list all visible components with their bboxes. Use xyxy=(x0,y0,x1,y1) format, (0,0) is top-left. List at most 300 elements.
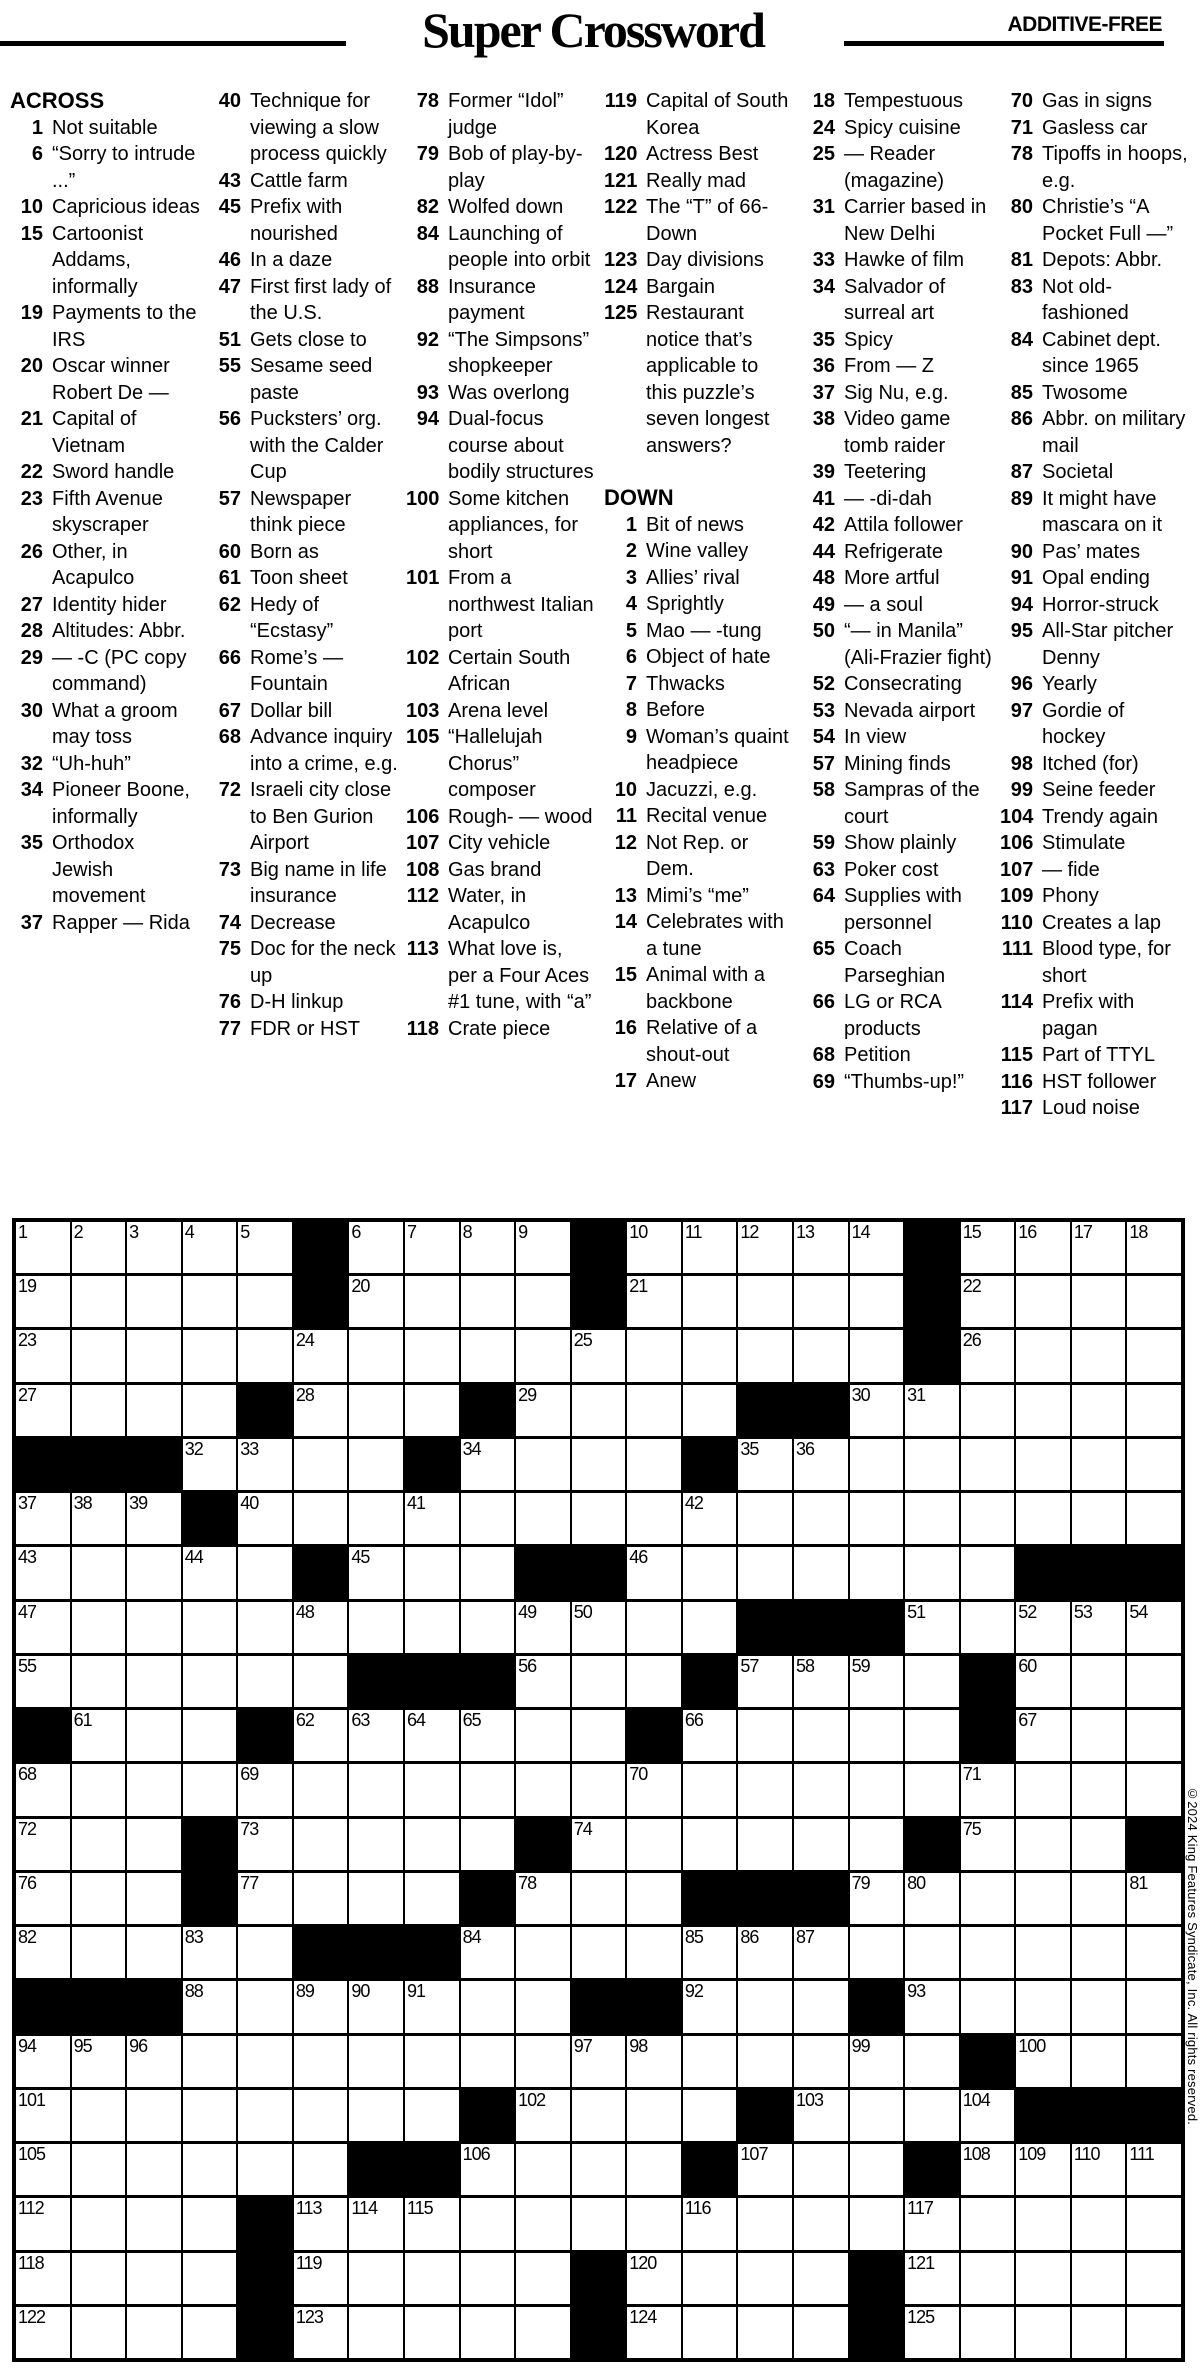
grid-cell[interactable] xyxy=(1072,1222,1126,1273)
grid-cell[interactable] xyxy=(127,1385,181,1436)
grid-cell[interactable] xyxy=(1127,1439,1181,1490)
grid-cell[interactable] xyxy=(127,1276,181,1327)
grid-cell[interactable] xyxy=(572,1656,626,1707)
grid-cell[interactable] xyxy=(627,1764,681,1815)
grid-cell[interactable] xyxy=(850,1547,904,1598)
grid-cell[interactable] xyxy=(516,2198,570,2249)
grid-cell[interactable] xyxy=(127,2144,181,2195)
grid-cell[interactable] xyxy=(905,1764,959,1815)
grid-cell[interactable] xyxy=(461,1819,515,1870)
grid-cell[interactable] xyxy=(516,1276,570,1327)
grid-cell[interactable] xyxy=(72,2253,126,2304)
grid-cell[interactable] xyxy=(516,2036,570,2087)
grid-cell[interactable] xyxy=(683,2090,737,2141)
grid-cell[interactable] xyxy=(349,1330,403,1381)
grid-cell[interactable] xyxy=(294,2036,348,2087)
grid-cell[interactable] xyxy=(1127,1276,1181,1327)
grid-cell[interactable] xyxy=(405,2253,459,2304)
grid-cell[interactable] xyxy=(1072,2253,1126,2304)
grid-cell[interactable] xyxy=(572,2144,626,2195)
grid-cell[interactable] xyxy=(349,1710,403,1761)
grid-cell[interactable] xyxy=(238,1276,292,1327)
grid-cell[interactable] xyxy=(627,1927,681,1978)
grid-cell[interactable] xyxy=(627,1439,681,1490)
grid-cell[interactable] xyxy=(738,1819,792,1870)
grid-cell[interactable] xyxy=(349,2307,403,2358)
grid-cell[interactable] xyxy=(627,1656,681,1707)
grid-cell[interactable] xyxy=(349,1602,403,1653)
grid-cell[interactable] xyxy=(349,1547,403,1598)
grid-cell[interactable] xyxy=(238,1547,292,1598)
grid-cell[interactable] xyxy=(905,2036,959,2087)
grid-cell[interactable] xyxy=(738,2253,792,2304)
grid-cell[interactable] xyxy=(16,2198,70,2249)
grid-cell[interactable] xyxy=(72,1819,126,1870)
grid-cell[interactable] xyxy=(516,1439,570,1490)
grid-cell[interactable] xyxy=(1127,1873,1181,1924)
grid-cell[interactable] xyxy=(794,2090,848,2141)
grid-cell[interactable] xyxy=(183,1385,237,1436)
grid-cell[interactable] xyxy=(572,1764,626,1815)
grid-cell[interactable] xyxy=(127,2090,181,2141)
grid-cell[interactable] xyxy=(238,1602,292,1653)
grid-cell[interactable] xyxy=(794,1547,848,1598)
grid-cell[interactable] xyxy=(572,1819,626,1870)
grid-cell[interactable] xyxy=(1016,1222,1070,1273)
grid-cell[interactable] xyxy=(461,1602,515,1653)
grid-cell[interactable] xyxy=(961,2090,1015,2141)
grid-cell[interactable] xyxy=(1016,1873,1070,1924)
grid-cell[interactable] xyxy=(294,2253,348,2304)
grid-cell[interactable] xyxy=(294,1981,348,2032)
grid-cell[interactable] xyxy=(627,1222,681,1273)
grid-cell[interactable] xyxy=(183,1330,237,1381)
grid-cell[interactable] xyxy=(238,1656,292,1707)
grid-cell[interactable] xyxy=(294,1439,348,1490)
grid-cell[interactable] xyxy=(683,1330,737,1381)
grid-cell[interactable] xyxy=(1016,1764,1070,1815)
grid-cell[interactable] xyxy=(1072,1710,1126,1761)
grid-cell[interactable] xyxy=(405,1330,459,1381)
grid-cell[interactable] xyxy=(572,1330,626,1381)
grid-cell[interactable] xyxy=(294,2198,348,2249)
grid-cell[interactable] xyxy=(461,2307,515,2358)
grid-cell[interactable] xyxy=(961,2144,1015,2195)
grid-cell[interactable] xyxy=(516,2144,570,2195)
grid-cell[interactable] xyxy=(16,1819,70,1870)
grid-cell[interactable] xyxy=(627,1602,681,1653)
grid-cell[interactable] xyxy=(961,1276,1015,1327)
grid-cell[interactable] xyxy=(127,1927,181,1978)
grid-cell[interactable] xyxy=(1072,1819,1126,1870)
grid-cell[interactable] xyxy=(183,1222,237,1273)
grid-cell[interactable] xyxy=(405,1547,459,1598)
grid-cell[interactable] xyxy=(627,2307,681,2358)
grid-cell[interactable] xyxy=(349,1439,403,1490)
grid-cell[interactable] xyxy=(794,1656,848,1707)
grid-cell[interactable] xyxy=(1016,1493,1070,1544)
grid-cell[interactable] xyxy=(683,1547,737,1598)
grid-cell[interactable] xyxy=(294,2307,348,2358)
grid-cell[interactable] xyxy=(72,1493,126,1544)
grid-cell[interactable] xyxy=(1072,2144,1126,2195)
grid-cell[interactable] xyxy=(516,1873,570,1924)
grid-cell[interactable] xyxy=(1127,2253,1181,2304)
grid-cell[interactable] xyxy=(1016,2036,1070,2087)
grid-cell[interactable] xyxy=(405,1222,459,1273)
grid-cell[interactable] xyxy=(627,1276,681,1327)
grid-cell[interactable] xyxy=(238,1873,292,1924)
grid-cell[interactable] xyxy=(738,1276,792,1327)
grid-cell[interactable] xyxy=(627,1547,681,1598)
grid-cell[interactable] xyxy=(738,1764,792,1815)
grid-cell[interactable] xyxy=(72,1764,126,1815)
grid-cell[interactable] xyxy=(16,1385,70,1436)
grid-cell[interactable] xyxy=(794,2307,848,2358)
grid-cell[interactable] xyxy=(905,1656,959,1707)
grid-cell[interactable] xyxy=(794,2036,848,2087)
grid-cell[interactable] xyxy=(850,1819,904,1870)
grid-cell[interactable] xyxy=(572,1927,626,1978)
grid-cell[interactable] xyxy=(16,2144,70,2195)
grid-cell[interactable] xyxy=(1127,1330,1181,1381)
grid-cell[interactable] xyxy=(16,1656,70,1707)
grid-cell[interactable] xyxy=(572,2198,626,2249)
grid-cell[interactable] xyxy=(1016,2198,1070,2249)
grid-cell[interactable] xyxy=(850,1927,904,1978)
grid-cell[interactable] xyxy=(850,1330,904,1381)
grid-cell[interactable] xyxy=(794,2198,848,2249)
grid-cell[interactable] xyxy=(1072,1764,1126,1815)
grid-cell[interactable] xyxy=(961,2253,1015,2304)
grid-cell[interactable] xyxy=(294,1385,348,1436)
grid-cell[interactable] xyxy=(405,2090,459,2141)
grid-cell[interactable] xyxy=(738,2144,792,2195)
grid-cell[interactable] xyxy=(1072,2036,1126,2087)
grid-cell[interactable] xyxy=(738,2198,792,2249)
grid-cell[interactable] xyxy=(461,1927,515,1978)
grid-cell[interactable] xyxy=(461,2036,515,2087)
grid-cell[interactable] xyxy=(127,2036,181,2087)
grid-cell[interactable] xyxy=(905,1710,959,1761)
grid-cell[interactable] xyxy=(349,1981,403,2032)
grid-cell[interactable] xyxy=(294,1819,348,1870)
grid-cell[interactable] xyxy=(405,1276,459,1327)
grid-cell[interactable] xyxy=(794,1764,848,1815)
grid-cell[interactable] xyxy=(850,1764,904,1815)
grid-cell[interactable] xyxy=(961,1385,1015,1436)
grid-cell[interactable] xyxy=(183,2253,237,2304)
grid-cell[interactable] xyxy=(72,1873,126,1924)
grid-cell[interactable] xyxy=(738,1439,792,1490)
grid-cell[interactable] xyxy=(461,2198,515,2249)
grid-cell[interactable] xyxy=(294,1330,348,1381)
grid-cell[interactable] xyxy=(516,2307,570,2358)
grid-cell[interactable] xyxy=(1072,2198,1126,2249)
grid-cell[interactable] xyxy=(183,1547,237,1598)
grid-cell[interactable] xyxy=(1127,2144,1181,2195)
grid-cell[interactable] xyxy=(1016,1656,1070,1707)
grid-cell[interactable] xyxy=(738,1330,792,1381)
grid-cell[interactable] xyxy=(683,2036,737,2087)
grid-cell[interactable] xyxy=(961,2307,1015,2358)
grid-cell[interactable] xyxy=(16,1764,70,1815)
grid-cell[interactable] xyxy=(905,1873,959,1924)
grid-cell[interactable] xyxy=(683,1819,737,1870)
grid-cell[interactable] xyxy=(794,1330,848,1381)
grid-cell[interactable] xyxy=(627,1493,681,1544)
grid-cell[interactable] xyxy=(516,2253,570,2304)
grid-cell[interactable] xyxy=(1127,1710,1181,1761)
grid-cell[interactable] xyxy=(405,1493,459,1544)
grid-cell[interactable] xyxy=(461,1222,515,1273)
grid-cell[interactable] xyxy=(627,1330,681,1381)
grid-cell[interactable] xyxy=(961,1873,1015,1924)
grid-cell[interactable] xyxy=(1072,1981,1126,2032)
grid-cell[interactable] xyxy=(683,2198,737,2249)
grid-cell[interactable] xyxy=(72,1222,126,1273)
grid-cell[interactable] xyxy=(72,1656,126,1707)
grid-cell[interactable] xyxy=(850,2090,904,2141)
grid-cell[interactable] xyxy=(238,1981,292,2032)
grid-cell[interactable] xyxy=(794,1927,848,1978)
grid-cell[interactable] xyxy=(627,2144,681,2195)
grid-cell[interactable] xyxy=(294,1710,348,1761)
grid-cell[interactable] xyxy=(1127,1764,1181,1815)
grid-cell[interactable] xyxy=(1072,1602,1126,1653)
grid-cell[interactable] xyxy=(516,1764,570,1815)
grid-cell[interactable] xyxy=(405,1819,459,1870)
grid-cell[interactable] xyxy=(238,2090,292,2141)
grid-cell[interactable] xyxy=(183,1981,237,2032)
grid-cell[interactable] xyxy=(572,2036,626,2087)
grid-cell[interactable] xyxy=(850,1710,904,1761)
grid-cell[interactable] xyxy=(1016,1819,1070,1870)
grid-cell[interactable] xyxy=(1127,1493,1181,1544)
grid-cell[interactable] xyxy=(1072,1493,1126,1544)
grid-cell[interactable] xyxy=(72,2198,126,2249)
grid-cell[interactable] xyxy=(683,1981,737,2032)
grid-cell[interactable] xyxy=(16,1330,70,1381)
grid-cell[interactable] xyxy=(516,1981,570,2032)
grid-cell[interactable] xyxy=(238,1330,292,1381)
grid-cell[interactable] xyxy=(238,1927,292,1978)
grid-cell[interactable] xyxy=(72,2036,126,2087)
grid-cell[interactable] xyxy=(850,1276,904,1327)
grid-cell[interactable] xyxy=(1072,1330,1126,1381)
grid-cell[interactable] xyxy=(72,1276,126,1327)
grid-cell[interactable] xyxy=(461,2253,515,2304)
grid-cell[interactable] xyxy=(627,2253,681,2304)
grid-cell[interactable] xyxy=(1016,1330,1070,1381)
grid-cell[interactable] xyxy=(683,1385,737,1436)
grid-cell[interactable] xyxy=(349,2036,403,2087)
grid-cell[interactable] xyxy=(961,1222,1015,1273)
grid-cell[interactable] xyxy=(127,2253,181,2304)
grid-cell[interactable] xyxy=(572,1439,626,1490)
grid-cell[interactable] xyxy=(1072,1385,1126,1436)
grid-cell[interactable] xyxy=(405,1385,459,1436)
grid-cell[interactable] xyxy=(183,1439,237,1490)
grid-cell[interactable] xyxy=(572,2090,626,2141)
grid-cell[interactable] xyxy=(794,1439,848,1490)
grid-cell[interactable] xyxy=(794,1819,848,1870)
grid-cell[interactable] xyxy=(850,2036,904,2087)
grid-cell[interactable] xyxy=(905,1602,959,1653)
grid-cell[interactable] xyxy=(16,1276,70,1327)
grid-cell[interactable] xyxy=(794,1493,848,1544)
grid-cell[interactable] xyxy=(961,1602,1015,1653)
grid-cell[interactable] xyxy=(1016,1927,1070,1978)
grid-cell[interactable] xyxy=(572,1385,626,1436)
grid-cell[interactable] xyxy=(1072,1276,1126,1327)
grid-cell[interactable] xyxy=(349,1493,403,1544)
grid-cell[interactable] xyxy=(16,1547,70,1598)
grid-cell[interactable] xyxy=(72,1547,126,1598)
grid-cell[interactable] xyxy=(905,2253,959,2304)
grid-cell[interactable] xyxy=(905,2090,959,2141)
grid-cell[interactable] xyxy=(794,1276,848,1327)
grid-cell[interactable] xyxy=(1072,1873,1126,1924)
grid-cell[interactable] xyxy=(1127,1656,1181,1707)
grid-cell[interactable] xyxy=(349,2090,403,2141)
grid-cell[interactable] xyxy=(516,1385,570,1436)
grid-cell[interactable] xyxy=(349,1385,403,1436)
grid-cell[interactable] xyxy=(738,2036,792,2087)
grid-cell[interactable] xyxy=(405,1710,459,1761)
grid-cell[interactable] xyxy=(16,1493,70,1544)
grid-cell[interactable] xyxy=(461,1330,515,1381)
grid-cell[interactable] xyxy=(1016,1981,1070,2032)
grid-cell[interactable] xyxy=(850,1439,904,1490)
grid-cell[interactable] xyxy=(349,1819,403,1870)
grid-cell[interactable] xyxy=(905,1981,959,2032)
grid-cell[interactable] xyxy=(1016,1385,1070,1436)
grid-cell[interactable] xyxy=(183,1602,237,1653)
grid-cell[interactable] xyxy=(1016,1276,1070,1327)
grid-cell[interactable] xyxy=(961,1981,1015,2032)
grid-cell[interactable] xyxy=(683,1222,737,1273)
grid-cell[interactable] xyxy=(738,1493,792,1544)
grid-cell[interactable] xyxy=(349,1276,403,1327)
grid-cell[interactable] xyxy=(72,2144,126,2195)
grid-cell[interactable] xyxy=(627,2036,681,2087)
grid-cell[interactable] xyxy=(850,1873,904,1924)
grid-cell[interactable] xyxy=(349,2253,403,2304)
grid-cell[interactable] xyxy=(1072,1439,1126,1490)
grid-cell[interactable] xyxy=(349,1222,403,1273)
grid-cell[interactable] xyxy=(405,1981,459,2032)
grid-cell[interactable] xyxy=(294,1656,348,1707)
grid-cell[interactable] xyxy=(1016,2144,1070,2195)
grid-cell[interactable] xyxy=(294,2090,348,2141)
grid-cell[interactable] xyxy=(461,2144,515,2195)
grid-cell[interactable] xyxy=(405,1764,459,1815)
grid-cell[interactable] xyxy=(905,1493,959,1544)
grid-cell[interactable] xyxy=(127,1602,181,1653)
grid-cell[interactable] xyxy=(1127,1927,1181,1978)
grid-cell[interactable] xyxy=(127,1764,181,1815)
grid-cell[interactable] xyxy=(738,1222,792,1273)
grid-cell[interactable] xyxy=(516,1493,570,1544)
grid-cell[interactable] xyxy=(738,1547,792,1598)
grid-cell[interactable] xyxy=(627,1819,681,1870)
grid-cell[interactable] xyxy=(738,1927,792,1978)
grid-cell[interactable] xyxy=(72,2307,126,2358)
grid-cell[interactable] xyxy=(850,1656,904,1707)
grid-cell[interactable] xyxy=(183,1764,237,1815)
grid-cell[interactable] xyxy=(405,1873,459,1924)
grid-cell[interactable] xyxy=(183,2036,237,2087)
grid-cell[interactable] xyxy=(572,1710,626,1761)
grid-cell[interactable] xyxy=(1127,1981,1181,2032)
grid-cell[interactable] xyxy=(1127,1222,1181,1273)
grid-cell[interactable] xyxy=(127,1819,181,1870)
grid-cell[interactable] xyxy=(516,1656,570,1707)
grid-cell[interactable] xyxy=(461,1276,515,1327)
grid-cell[interactable] xyxy=(850,1385,904,1436)
grid-cell[interactable] xyxy=(850,1222,904,1273)
grid-cell[interactable] xyxy=(961,1547,1015,1598)
grid-cell[interactable] xyxy=(738,1981,792,2032)
grid-cell[interactable] xyxy=(349,1764,403,1815)
grid-cell[interactable] xyxy=(72,1385,126,1436)
grid-cell[interactable] xyxy=(794,1710,848,1761)
grid-cell[interactable] xyxy=(183,1927,237,1978)
grid-cell[interactable] xyxy=(127,1710,181,1761)
grid-cell[interactable] xyxy=(850,2198,904,2249)
grid-cell[interactable] xyxy=(1127,2307,1181,2358)
grid-cell[interactable] xyxy=(238,2144,292,2195)
grid-cell[interactable] xyxy=(16,2090,70,2141)
grid-cell[interactable] xyxy=(683,1710,737,1761)
grid-cell[interactable] xyxy=(294,2144,348,2195)
grid-cell[interactable] xyxy=(16,1222,70,1273)
grid-cell[interactable] xyxy=(683,1927,737,1978)
grid-cell[interactable] xyxy=(683,2253,737,2304)
grid-cell[interactable] xyxy=(238,1222,292,1273)
grid-cell[interactable] xyxy=(72,1927,126,1978)
grid-cell[interactable] xyxy=(405,2307,459,2358)
grid-cell[interactable] xyxy=(127,2198,181,2249)
grid-cell[interactable] xyxy=(961,1764,1015,1815)
grid-cell[interactable] xyxy=(794,1981,848,2032)
grid-cell[interactable] xyxy=(794,1222,848,1273)
grid-cell[interactable] xyxy=(905,1927,959,1978)
grid-cell[interactable] xyxy=(1127,1385,1181,1436)
grid-cell[interactable] xyxy=(905,2198,959,2249)
grid-cell[interactable] xyxy=(905,1547,959,1598)
grid-cell[interactable] xyxy=(294,1602,348,1653)
grid-cell[interactable] xyxy=(738,1710,792,1761)
grid-cell[interactable] xyxy=(238,1493,292,1544)
grid-cell[interactable] xyxy=(1016,1439,1070,1490)
grid-cell[interactable] xyxy=(683,1493,737,1544)
grid-cell[interactable] xyxy=(961,1493,1015,1544)
grid-cell[interactable] xyxy=(961,2198,1015,2249)
grid-cell[interactable] xyxy=(461,1547,515,1598)
grid-cell[interactable] xyxy=(183,1276,237,1327)
grid-cell[interactable] xyxy=(238,1439,292,1490)
grid-cell[interactable] xyxy=(572,1602,626,1653)
grid-cell[interactable] xyxy=(1127,2036,1181,2087)
grid-cell[interactable] xyxy=(683,2307,737,2358)
grid-cell[interactable] xyxy=(349,1873,403,1924)
grid-cell[interactable] xyxy=(516,1927,570,1978)
grid-cell[interactable] xyxy=(127,1330,181,1381)
grid-cell[interactable] xyxy=(349,2198,403,2249)
grid-cell[interactable] xyxy=(72,2090,126,2141)
